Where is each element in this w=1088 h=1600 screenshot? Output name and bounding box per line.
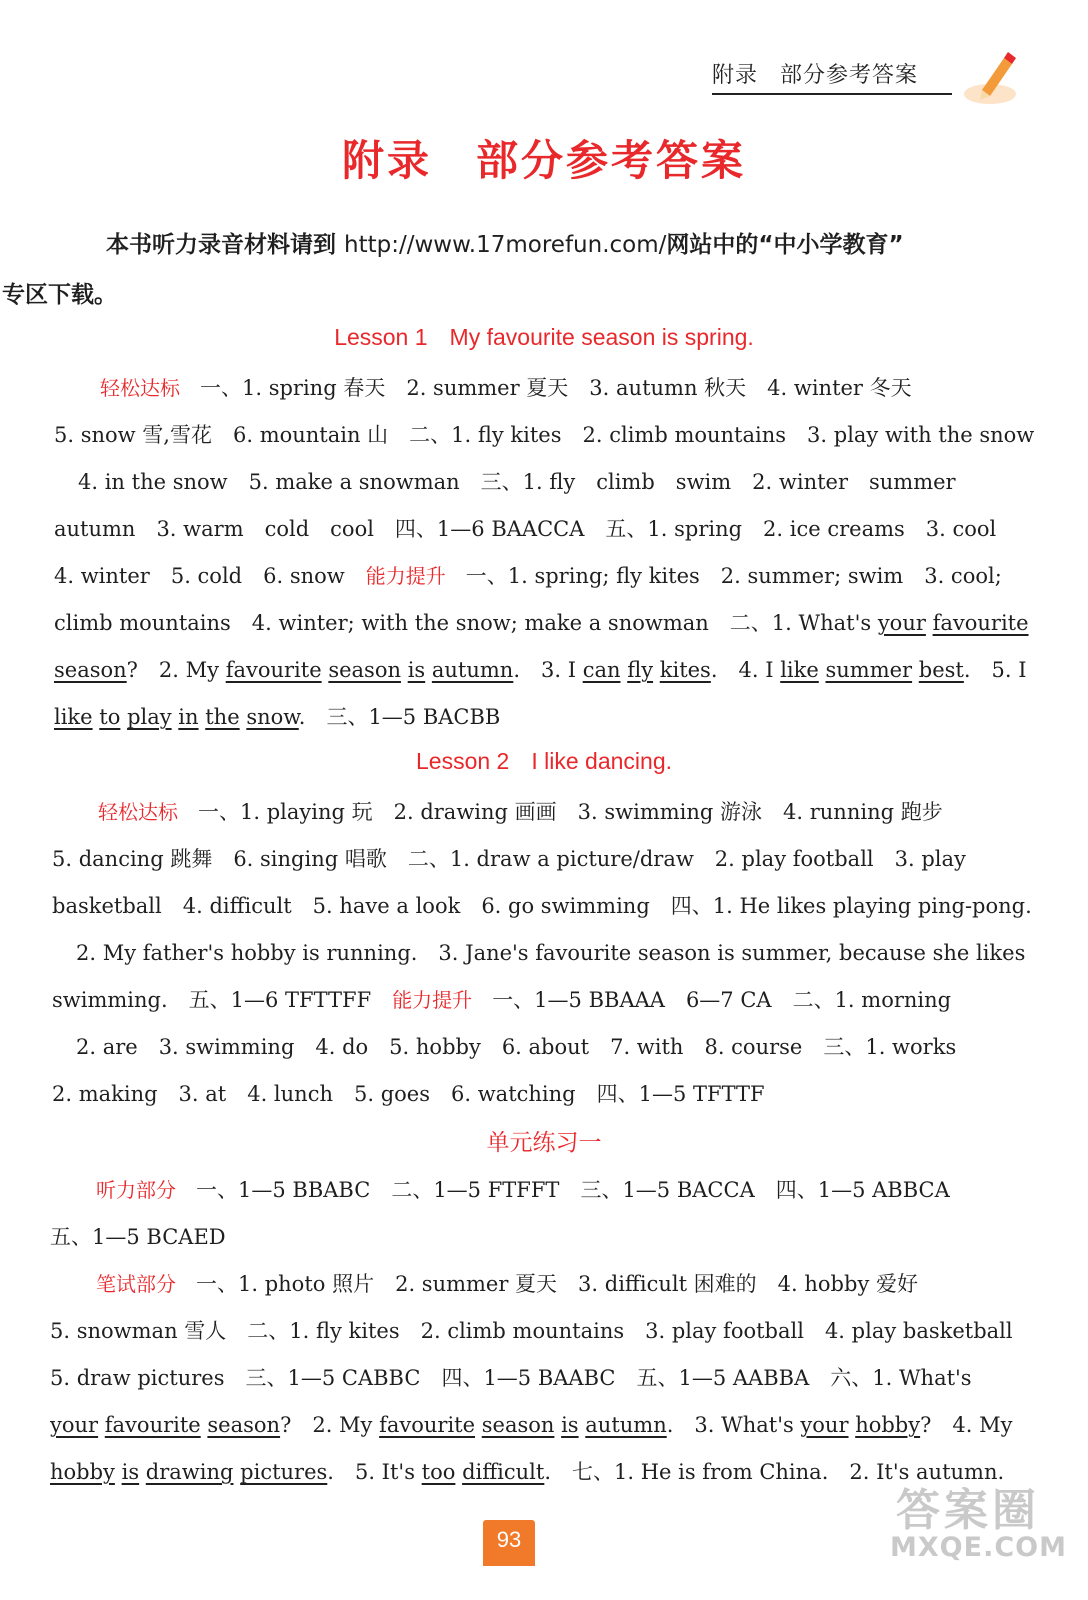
page-number: 93 [483, 1520, 535, 1566]
answer-line [50, 1364, 972, 1392]
underlined-word: like [780, 658, 819, 682]
underlined-word: your [800, 1413, 849, 1437]
answer-text: 一、1. spring 春天 2. summer 夏天 3. autumn 秋天 4. winter 冬天 [200, 376, 912, 400]
answer-line [52, 845, 966, 873]
answer-line [54, 515, 996, 543]
watermark-text: 答案圈 [896, 1485, 1040, 1536]
header-subtitle: 部分参考答案 [780, 63, 919, 88]
underlined-word: fly [627, 658, 654, 682]
download-url[interactable]: http://www.17morefun.com/ [344, 232, 667, 258]
unit-title: 单元练习一 [486, 1130, 602, 1156]
underlined-word: favourite [225, 658, 322, 682]
answer-line [52, 1080, 765, 1108]
answer-text: 2. are 3. swimming 4. do 5. hobby 6. about 7. with 8. course 三、1. works [76, 1035, 957, 1059]
title-part-1: 附录 [341, 136, 432, 185]
answer-text: ? 2. My [280, 1413, 380, 1437]
answer-text: 一、1—5 BBAAA 6—7 CA 二、1. morning [492, 988, 952, 1012]
underlined-word: season [481, 1413, 555, 1437]
watermark-domain: MXQE.COM [890, 1532, 1067, 1563]
answer-line [50, 1223, 226, 1251]
lesson-number: Lesson 1 [334, 324, 428, 350]
section-tag: 能力提升 [392, 988, 473, 1012]
answer-text: swimming. 五、1—6 TFTTFF [52, 988, 372, 1012]
underlined-word: pictures [240, 1460, 328, 1484]
intro-paragraph [2, 220, 984, 320]
answer-line [50, 1411, 1012, 1439]
answer-text: 2. My father's hobby is running. 3. Jane's favourite season is summer, because she likes [76, 941, 1026, 965]
underlined-word: like [54, 705, 93, 729]
answer-line [100, 374, 912, 402]
answer-text: 4. winter 5. cold 6. snow [54, 564, 345, 588]
answer-text: ? 4. My [920, 1413, 1013, 1437]
unit-1-heading [0, 1124, 1088, 1157]
answer-line [50, 1317, 1013, 1345]
answer-text: basketball 4. difficult 5. have a look 6. go swimming 四、1. He likes playing ping-pong. [52, 894, 1032, 918]
answer-text: . 5. It's [327, 1460, 422, 1484]
underlined-word: favourite [379, 1413, 476, 1437]
intro-text-3: 专区下载。 [2, 282, 117, 308]
answer-line [54, 562, 1002, 590]
underlined-word: is [561, 1413, 579, 1437]
intro-text-2: 网站中的“中小学教育” [666, 232, 904, 258]
answer-line [76, 939, 1025, 967]
answer-text: 一、1—5 BBABC 二、1—5 FTFFT 三、1—5 BACCA 四、1—5 ABBCA [196, 1178, 950, 1202]
answer-line [76, 1033, 956, 1061]
lesson-1-heading [0, 324, 1088, 351]
underlined-word: too [421, 1460, 456, 1484]
answer-text: 一、1. photo 照片 2. summer 夏天 3. difficult 困难的 4. hobby 爱好 [196, 1272, 918, 1296]
underlined-word: summer [825, 658, 913, 682]
answer-text: . 七、1. He is from China. 2. It's autumn. [544, 1460, 1005, 1484]
header-section: 附录 [712, 63, 759, 88]
answer-line [52, 986, 951, 1014]
answer-text: . 3. What's [666, 1413, 801, 1437]
watermark-logo [888, 1474, 1068, 1574]
underlined-word: your [50, 1413, 99, 1437]
answer-text: 2. making 3. at 4. lunch 5. goes 6. watching 四、1—5 TFTTF [52, 1082, 765, 1106]
section-tag: 轻松达标 [98, 800, 178, 824]
underlined-word: snow [246, 705, 299, 729]
lesson-number: Lesson 2 [416, 748, 510, 774]
answer-text: 一、1. spring; fly kites 2. summer; swim 3. cool; [465, 564, 1002, 588]
underlined-word: hobby [50, 1460, 115, 1484]
underlined-word: to [99, 705, 121, 729]
underlined-word: kites [659, 658, 711, 682]
answer-line [96, 1270, 918, 1298]
underlined-word: season [328, 658, 401, 682]
answer-line [54, 703, 500, 731]
answer-line [52, 892, 1032, 920]
underlined-word: in [178, 705, 199, 729]
underlined-word: play [127, 705, 172, 729]
section-tag: 能力提升 [365, 564, 446, 588]
underlined-word: best [918, 658, 964, 682]
answer-text: 5. draw pictures 三、1—5 CABBC 四、1—5 BAABC 五、1—5 AABBA 六、1. What's [50, 1366, 972, 1390]
underlined-word: season [54, 658, 127, 682]
underlined-word: the [205, 705, 240, 729]
running-header [712, 58, 952, 95]
answer-text: ? 2. My [126, 658, 226, 682]
underlined-word: your [877, 611, 926, 635]
answer-line [96, 1176, 950, 1204]
answer-text: 五、1—5 BCAED [50, 1225, 226, 1249]
underlined-word: hobby [855, 1413, 921, 1437]
section-tag: 笔试部分 [96, 1272, 176, 1296]
underlined-word: autumn [431, 658, 514, 682]
underlined-word: autumn [585, 1413, 667, 1437]
page-title [0, 128, 1088, 188]
answer-line [50, 1458, 1004, 1486]
underlined-word: drawing [145, 1460, 234, 1484]
intro-text: 本书听力录音材料请到 [106, 232, 345, 258]
answer-text: 一、1. playing 玩 2. drawing 画画 3. swimming 游泳 4. running 跑步 [198, 800, 943, 824]
lesson-title: I like dancing. [531, 748, 672, 774]
answer-line [54, 609, 1029, 637]
answer-text: 4. in the snow 5. make a snowman 三、1. fly climb swim 2. winter summer [78, 470, 956, 494]
underlined-word: is [407, 658, 426, 682]
answer-text: . 4. I [710, 658, 781, 682]
underlined-word: difficult [462, 1460, 545, 1484]
lesson-title: My favourite season is spring. [449, 324, 754, 350]
section-tag: 轻松达标 [100, 376, 180, 400]
section-tag: 听力部分 [96, 1178, 176, 1202]
answer-text: 5. snow 雪,雪花 6. mountain 山 二、1. fly kites 2. climb mountains 3. play with the snow [54, 423, 1035, 447]
answer-line [54, 421, 1034, 449]
answer-line [54, 656, 1027, 684]
underlined-word: is [121, 1460, 140, 1484]
answer-text: 5. dancing 跳舞 6. singing 唱歌 二、1. draw a picture/draw 2. play football 3. play [52, 847, 966, 871]
answer-text: climb mountains 4. winter; with the snow; make a snowman 二、1. What's [54, 611, 878, 635]
underlined-word: favourite [104, 1413, 201, 1437]
answer-text: autumn 3. warm cold cool 四、1—6 BAACCA 五、1. spring 2. ice creams 3. cool [54, 517, 997, 541]
underlined-word: can [582, 658, 621, 682]
answer-line [98, 798, 943, 826]
answer-text: . 3. I [513, 658, 583, 682]
answer-line [78, 468, 956, 496]
lesson-2-heading [0, 748, 1088, 775]
title-part-2: 部分参考答案 [476, 136, 747, 185]
pen-icon [960, 44, 1024, 108]
underlined-word: season [207, 1413, 281, 1437]
underlined-word: favourite [932, 611, 1029, 635]
answer-text: 5. snowman 雪人 二、1. fly kites 2. climb mountains 3. play football 4. play basketball [50, 1319, 1013, 1343]
answer-text: . 5. I [963, 658, 1027, 682]
answer-text: . 三、1—5 BACBB [298, 705, 501, 729]
